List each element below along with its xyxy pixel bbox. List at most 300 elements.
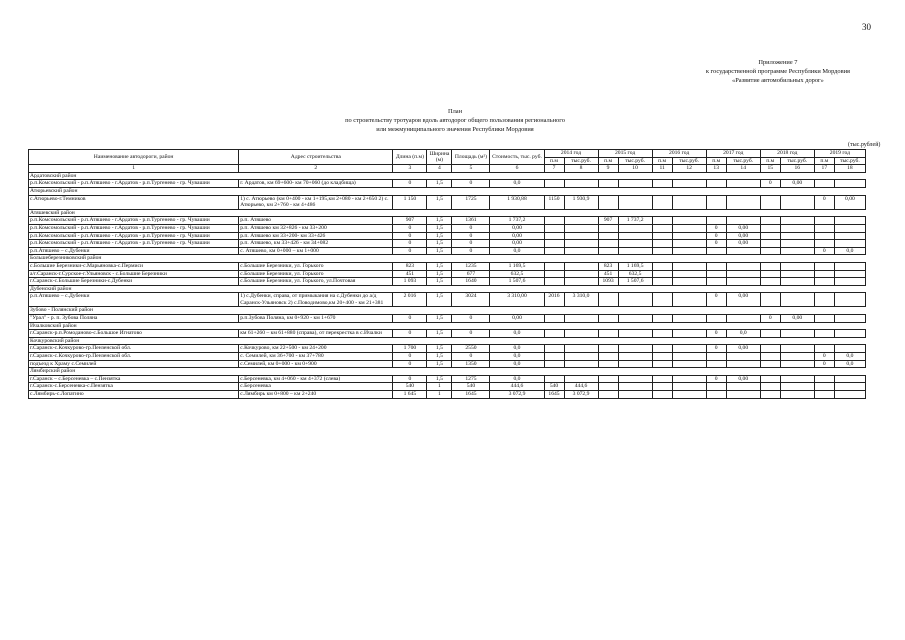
value-cell (780, 375, 814, 383)
value-cell (618, 240, 652, 248)
header-tr: тыс.руб. (564, 157, 598, 165)
value-cell (760, 353, 780, 361)
value-cell: 0,00 (490, 232, 544, 240)
value-cell (544, 232, 564, 240)
value-cell (652, 262, 672, 270)
value-cell: 1,5 (427, 330, 452, 338)
table-row (29, 247, 866, 255)
value-cell (760, 383, 780, 391)
table-row (29, 353, 866, 361)
value-cell: 0,00 (726, 224, 760, 232)
value-cell (564, 345, 598, 353)
value-cell (834, 293, 865, 307)
value-cell: 0 (452, 247, 490, 255)
value-cell (780, 353, 814, 361)
district-row (29, 172, 866, 180)
value-cell (652, 293, 672, 307)
value-cell (834, 383, 865, 391)
value-cell (760, 195, 780, 209)
value-cell (598, 293, 618, 307)
value-cell: 0 (393, 180, 427, 188)
table-row (29, 240, 866, 248)
value-cell (652, 180, 672, 188)
column-number: 13 (706, 165, 726, 173)
district-name: Ичалковский район (29, 322, 866, 330)
header-area: Площадь (м²) (452, 150, 490, 165)
table-row (29, 262, 866, 270)
value-cell (780, 391, 814, 399)
road-name-cell: р.п.Комсомольский - р.п.Атяшево - г.Ардатов - р.п.Тургенево - гр. Чувашии (29, 232, 239, 240)
value-cell (814, 278, 834, 286)
value-cell (598, 391, 618, 399)
appendix-note (706, 58, 850, 85)
value-cell (780, 224, 814, 232)
value-cell (706, 270, 726, 278)
value-cell (780, 232, 814, 240)
column-number: 15 (760, 165, 780, 173)
value-cell (672, 360, 706, 368)
road-name-cell: "Урал" - р. п. Зубова Поляна (29, 315, 239, 323)
column-number: 6 (490, 165, 544, 173)
road-name-cell: г.Саранск-с.Кочкурово-гр.Пензенской обл. (29, 353, 239, 361)
value-cell: 0 (706, 224, 726, 232)
value-cell: 1645 (544, 391, 564, 399)
value-cell: 0,0 (834, 360, 865, 368)
value-cell: 1,5 (427, 224, 452, 232)
district-row (29, 285, 866, 293)
table-row (29, 345, 866, 353)
value-cell: 0,0 (726, 330, 760, 338)
value-cell (726, 217, 760, 225)
value-cell (814, 232, 834, 240)
value-cell: 1 645 (393, 391, 427, 399)
value-cell: 0 (452, 315, 490, 323)
value-cell: 451 (393, 270, 427, 278)
value-cell: 0,00 (490, 315, 544, 323)
value-cell (706, 278, 726, 286)
district-name: Атюрьевский район (29, 187, 866, 195)
value-cell (706, 391, 726, 399)
value-cell (706, 262, 726, 270)
value-cell (726, 278, 760, 286)
value-cell: 0,0 (490, 345, 544, 353)
header-pm: п.м (760, 157, 780, 165)
value-cell (760, 345, 780, 353)
value-cell (814, 217, 834, 225)
value-cell (672, 232, 706, 240)
road-name-cell: г.Саранск-с.Берсеневка-с.Пензятка (29, 383, 239, 391)
value-cell (834, 270, 865, 278)
value-cell (760, 360, 780, 368)
value-cell (672, 375, 706, 383)
value-cell (652, 232, 672, 240)
value-cell (834, 375, 865, 383)
value-cell: 1,5 (427, 262, 452, 270)
header-year: 2017 год (706, 150, 760, 158)
value-cell: 451 (598, 270, 618, 278)
column-number: 7 (544, 165, 564, 173)
value-cell: 1,5 (427, 293, 452, 307)
value-cell: 0,0 (490, 330, 544, 338)
address-cell: р.п. Атяшево, км 33+426 - км 34+082 (239, 240, 393, 248)
value-cell: 1,5 (427, 195, 452, 209)
value-cell: 0 (814, 353, 834, 361)
table-row (29, 375, 866, 383)
value-cell: 0 (452, 353, 490, 361)
value-cell (814, 224, 834, 232)
header-tr: тыс.руб. (618, 157, 652, 165)
district-row (29, 255, 866, 263)
value-cell: 1 930,9 (564, 195, 598, 209)
value-cell: 444,6 (564, 383, 598, 391)
value-cell (564, 278, 598, 286)
value-cell: 1,5 (427, 240, 452, 248)
value-cell: 0,00 (726, 293, 760, 307)
value-cell (652, 195, 672, 209)
value-cell (834, 345, 865, 353)
value-cell (544, 315, 564, 323)
value-cell: 1 700 (393, 345, 427, 353)
district-row (29, 368, 866, 376)
value-cell (760, 247, 780, 255)
value-cell (706, 195, 726, 209)
value-cell (544, 262, 564, 270)
header-tr: тыс.руб. (672, 157, 706, 165)
value-cell: 1,5 (427, 353, 452, 361)
value-cell (652, 391, 672, 399)
value-cell (760, 270, 780, 278)
column-number: 4 (427, 165, 452, 173)
value-cell (706, 247, 726, 255)
value-cell (814, 345, 834, 353)
value-cell: 0,0 (834, 247, 865, 255)
value-cell (544, 240, 564, 248)
value-cell: 0,0 (490, 247, 544, 255)
address-cell: с.Берсеневка (239, 383, 393, 391)
value-cell: 0,00 (780, 315, 814, 323)
value-cell: 0 (706, 345, 726, 353)
value-cell (672, 315, 706, 323)
value-cell: 1 (427, 383, 452, 391)
road-name-cell: с.Атюрьево-г.Темников (29, 195, 239, 209)
value-cell (598, 353, 618, 361)
road-name-cell: с.Большие Березники-с.Марьяновка-с.Пермиси (29, 262, 239, 270)
value-cell (652, 330, 672, 338)
value-cell: 0 (452, 240, 490, 248)
value-cell (780, 217, 814, 225)
value-cell: 0 (393, 360, 427, 368)
address-cell: р.п. Атяшево км 32+826 - км 33+200 (239, 224, 393, 232)
value-cell: 540 (393, 383, 427, 391)
value-cell (760, 330, 780, 338)
column-number: 3 (393, 165, 427, 173)
value-cell: 907 (393, 217, 427, 225)
value-cell (672, 345, 706, 353)
value-cell (618, 232, 652, 240)
value-cell (652, 270, 672, 278)
value-cell: 1 (427, 391, 452, 399)
value-cell: 1640 (452, 278, 490, 286)
value-cell (618, 224, 652, 232)
title-line: по строительству тротуаров вдоль автодорог общего пользования регионального (345, 117, 565, 124)
value-cell (618, 375, 652, 383)
value-cell: 0 (452, 180, 490, 188)
column-number: 2 (239, 165, 393, 173)
column-number: 10 (618, 165, 652, 173)
title-line: или межмуниципального значения Республики Мордовия (376, 126, 534, 133)
address-cell: с. Атяшево, км 0+000 – км 1+000 (239, 247, 393, 255)
value-cell (672, 270, 706, 278)
value-cell (780, 195, 814, 209)
value-cell: 0,00 (490, 240, 544, 248)
value-cell (598, 195, 618, 209)
value-cell (652, 224, 672, 232)
district-row (29, 307, 866, 315)
value-cell (564, 360, 598, 368)
value-cell: 632,5 (490, 270, 544, 278)
value-cell (564, 330, 598, 338)
value-cell: 1 093 (393, 278, 427, 286)
value-cell (672, 224, 706, 232)
value-cell (598, 330, 618, 338)
column-number: 12 (672, 165, 706, 173)
value-cell (544, 353, 564, 361)
road-name-cell: г.Саранск-р.п.Ромоданово-с.Большое Игнатово (29, 330, 239, 338)
value-cell (544, 224, 564, 232)
table-row (29, 315, 866, 323)
value-cell: 0,0 (490, 375, 544, 383)
address-cell: с.Большие Березники, ул. Горького (239, 262, 393, 270)
district-row (29, 322, 866, 330)
value-cell (814, 262, 834, 270)
value-cell (564, 224, 598, 232)
table-row (29, 360, 866, 368)
value-cell: 0,00 (726, 240, 760, 248)
address-cell: р.п. Атяшево км 33+200- км 33+426 (239, 232, 393, 240)
road-name-cell: р.п.Комсомольский - р.п.Атяшево - г.Ардатов - р.п.Тургенево - гр. Чувашии (29, 180, 239, 188)
value-cell (652, 375, 672, 383)
table-row (29, 383, 866, 391)
value-cell (544, 330, 564, 338)
value-cell (618, 353, 652, 361)
value-cell (780, 262, 814, 270)
value-cell (834, 232, 865, 240)
value-cell: 0 (760, 180, 780, 188)
value-cell: 1 507,6 (618, 278, 652, 286)
value-cell: 1275 (452, 375, 490, 383)
value-cell (564, 180, 598, 188)
road-name-cell: с.Лямбирь-с.Лопатино (29, 391, 239, 399)
appendix-line: Приложение 7 (758, 59, 798, 66)
value-cell (780, 240, 814, 248)
header-year: 2019 год (814, 150, 865, 158)
value-cell: 1361 (452, 217, 490, 225)
value-cell (544, 180, 564, 188)
district-row (29, 187, 866, 195)
value-cell (814, 293, 834, 307)
value-cell: 540 (544, 383, 564, 391)
value-cell: 0,0 (834, 353, 865, 361)
value-cell (834, 278, 865, 286)
value-cell (834, 180, 865, 188)
value-cell: 2016 (544, 293, 564, 307)
value-cell (834, 330, 865, 338)
value-cell (834, 240, 865, 248)
table-row (29, 278, 866, 286)
value-cell (564, 240, 598, 248)
column-number: 8 (564, 165, 598, 173)
value-cell (780, 270, 814, 278)
value-cell: 1 150 (393, 195, 427, 209)
appendix-line: к государственной программе Республики Мордовия (705, 68, 850, 75)
column-number: 11 (652, 165, 672, 173)
value-cell (706, 315, 726, 323)
page-number: 30 (862, 22, 871, 32)
value-cell (618, 293, 652, 307)
value-cell (672, 217, 706, 225)
value-cell (618, 330, 652, 338)
header-pm: п.м (544, 157, 564, 165)
value-cell: 0,00 (834, 195, 865, 209)
table-row (29, 180, 866, 188)
value-cell (618, 345, 652, 353)
document-title (300, 107, 610, 134)
value-cell: 0 (393, 240, 427, 248)
table-row (29, 330, 866, 338)
header-width: Ширина (м) (427, 150, 452, 165)
value-cell: 0 (706, 232, 726, 240)
value-cell (672, 383, 706, 391)
value-cell: 1,5 (427, 217, 452, 225)
value-cell (564, 375, 598, 383)
value-cell (780, 330, 814, 338)
value-cell (814, 375, 834, 383)
address-cell: р.п.Зубова Поляна, км 0+920 - км 1+670 (239, 315, 393, 323)
appendix-line: «Развитие автомобильных дорог» (732, 77, 824, 84)
value-cell (706, 353, 726, 361)
value-cell (726, 262, 760, 270)
value-cell (760, 293, 780, 307)
column-number-row (29, 165, 866, 173)
header-tr: тыс.руб. (726, 157, 760, 165)
column-number: 17 (814, 165, 834, 173)
value-cell (672, 293, 706, 307)
value-cell: 677 (452, 270, 490, 278)
table-row (29, 270, 866, 278)
value-cell: 2 016 (393, 293, 427, 307)
address-cell: р.п. Атяшево (239, 217, 393, 225)
value-cell (598, 224, 618, 232)
header-cost: Стоимость, тыс. руб. (490, 150, 544, 165)
value-cell: 2550 (452, 345, 490, 353)
value-cell: 0,00 (726, 232, 760, 240)
value-cell (834, 262, 865, 270)
value-cell: 0,0 (490, 180, 544, 188)
value-cell (760, 232, 780, 240)
value-cell: 1,5 (427, 270, 452, 278)
value-cell (706, 383, 726, 391)
value-cell (598, 180, 618, 188)
value-cell (814, 383, 834, 391)
header-pm: п.м (598, 157, 618, 165)
header-pm: п.м (706, 157, 726, 165)
value-cell: 0,00 (726, 375, 760, 383)
value-cell: 3 310,00 (490, 293, 544, 307)
value-cell: 3 072,9 (564, 391, 598, 399)
value-cell (618, 247, 652, 255)
value-cell (726, 195, 760, 209)
address-cell: с.Берсеневка, км 4+060 - км 4+372 (слева) (239, 375, 393, 383)
value-cell: 0 (452, 330, 490, 338)
value-cell: 1 169,5 (618, 262, 652, 270)
header-address: Адрес строительства (239, 150, 393, 165)
address-cell: с.Большие Березники, ул. Горького (239, 270, 393, 278)
value-cell (672, 278, 706, 286)
district-row (29, 209, 866, 217)
value-cell (618, 383, 652, 391)
road-name-cell: р.п.Комсомольский - р.п.Атяшево - г.Ардатов - р.п.Тургенево - гр. Чувашии (29, 217, 239, 225)
district-name: Кочкуровский район (29, 337, 866, 345)
value-cell (544, 247, 564, 255)
value-cell (618, 180, 652, 188)
value-cell: 0,0 (490, 353, 544, 361)
value-cell (544, 345, 564, 353)
value-cell (814, 330, 834, 338)
value-cell (814, 180, 834, 188)
value-cell (706, 360, 726, 368)
column-number: 16 (780, 165, 814, 173)
value-cell: 444,6 (490, 383, 544, 391)
value-cell: 1,5 (427, 278, 452, 286)
table-row (29, 217, 866, 225)
value-cell (726, 315, 760, 323)
value-cell: 1645 (452, 391, 490, 399)
value-cell (564, 247, 598, 255)
district-name: Атяшевский район (29, 209, 866, 217)
address-cell: г. Ардатов, км 69+600- км 70+060 (до кладбища) (239, 180, 393, 188)
value-cell (814, 270, 834, 278)
header-year: 2015 год (598, 150, 652, 158)
value-cell: 540 (452, 383, 490, 391)
header-length: Длина (п.м) (393, 150, 427, 165)
value-cell (652, 353, 672, 361)
value-cell (544, 270, 564, 278)
value-cell (564, 270, 598, 278)
value-cell (544, 278, 564, 286)
road-name-cell: подъезд к Храму с.Семилей (29, 360, 239, 368)
value-cell: 1150 (544, 195, 564, 209)
value-cell (652, 315, 672, 323)
value-cell (760, 240, 780, 248)
header-year: 2014 год (544, 150, 598, 158)
value-cell: 0 (814, 360, 834, 368)
value-cell (760, 375, 780, 383)
value-cell: 0 (706, 330, 726, 338)
value-cell (780, 345, 814, 353)
value-cell: 3 072,9 (490, 391, 544, 399)
district-name: Дубенский район (29, 285, 866, 293)
address-cell: с.Лямбирь км 0+800 – км 2+240 (239, 391, 393, 399)
value-cell (618, 391, 652, 399)
value-cell: 1350 (452, 360, 490, 368)
value-cell: 1 930,88 (490, 195, 544, 209)
value-cell: 823 (598, 262, 618, 270)
value-cell: 0 (814, 247, 834, 255)
header-tr: тыс.руб. (780, 157, 814, 165)
value-cell (598, 232, 618, 240)
value-cell: 1,5 (427, 345, 452, 353)
value-cell (780, 360, 814, 368)
